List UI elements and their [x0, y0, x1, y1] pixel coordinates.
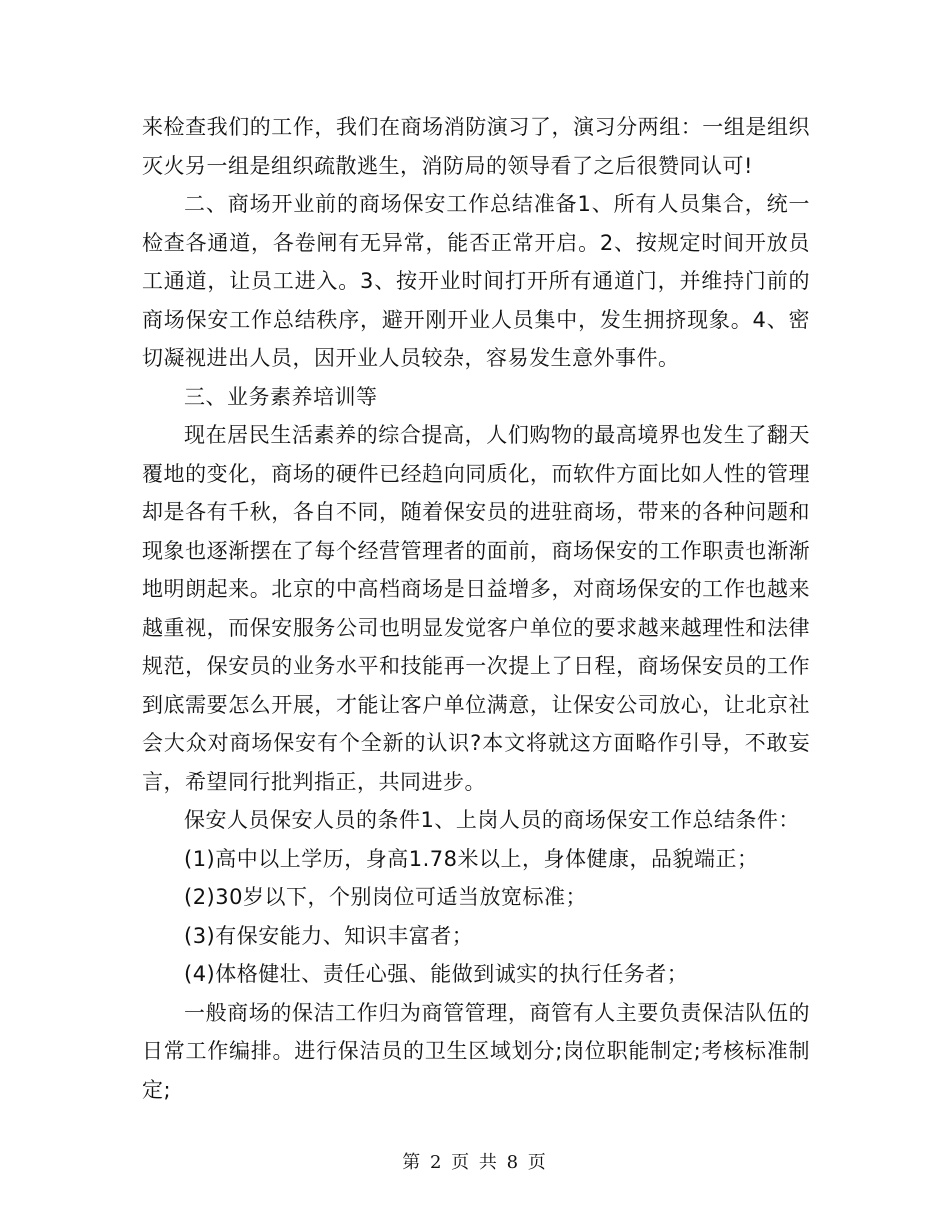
paragraph-1: 来检查我们的工作，我们在商场消防演习了，演习分两组：一组是组织灭火另一组是组织疏散逃生，消防局的领导看了之后很赞同认可! [142, 115, 810, 178]
page-number-footer: 第 2 页 共 8 页 [402, 1152, 548, 1173]
list-item-2: (2)30岁以下，个别岗位可适当放宽标准； [184, 885, 587, 909]
paragraph-2: 二、商场开业前的商场保安工作总结准备1、所有人员集合，统一检查各通道，各卷闸有无异常，能否正常开启。2、按规定时间开放员工通道，让员工进入。3、按开业时间打开所有通道门，并维持门前的商场保安工作总结秩序，避开刚开业人员集中，发生拥挤现象。4、密切凝视进出人员，因开业人员较杂，容易发生意外事件。 [142, 192, 810, 370]
paragraph-4: 现在居民生活素养的综合提高，人们购物的最高境界也发生了翻天覆地的变化，商场的硬件已经趋向同质化，而软件方面比如人性的管理却是各有千秋，各自不同，随着保安员的进驻商场，带来的各种问题和现象也逐渐摆在了每个经营管理者的面前，商场保安的工作职责也渐渐地明朗起来。北京的中高档商场是日益增多，对商场保安的工作也越来越重视，而保安服务公司也明显发觉客户单位的要求越来越理性和法律规范，保安员的业务水平和技能再一次提上了日程，商场保安员的工作到底需要怎么开展，才能让客户单位满意，让保安公司放心，让北京社会大众对商场保安有个全新的认识?本文将就这方面略作引导，不敢妄言，希望同行批判指正，共同进步。 [142, 423, 810, 794]
paragraph-5: 保安人员保安人员的条件1、上岗人员的商场保安工作总结条件： [184, 808, 800, 832]
list-item-1: (1)高中以上学历，身高1.78米以上，身体健康，品貌端正； [184, 846, 759, 871]
section-heading-3: 三、业务素养培训等 [184, 384, 378, 409]
list-item-3: (3)有保安能力、知识丰富者； [184, 923, 474, 948]
paragraph-10: 一般商场的保洁工作归为商管管理，商管有人主要负责保洁队伍的日常工作编排。进行保洁员的卫生区域划分;岗位职能制定;考核标准制定; [142, 1000, 810, 1102]
list-item-4: (4)体格健壮、责任心强、能做到诚实的执行任务者； [184, 962, 689, 986]
document-body [142, 108, 810, 1109]
